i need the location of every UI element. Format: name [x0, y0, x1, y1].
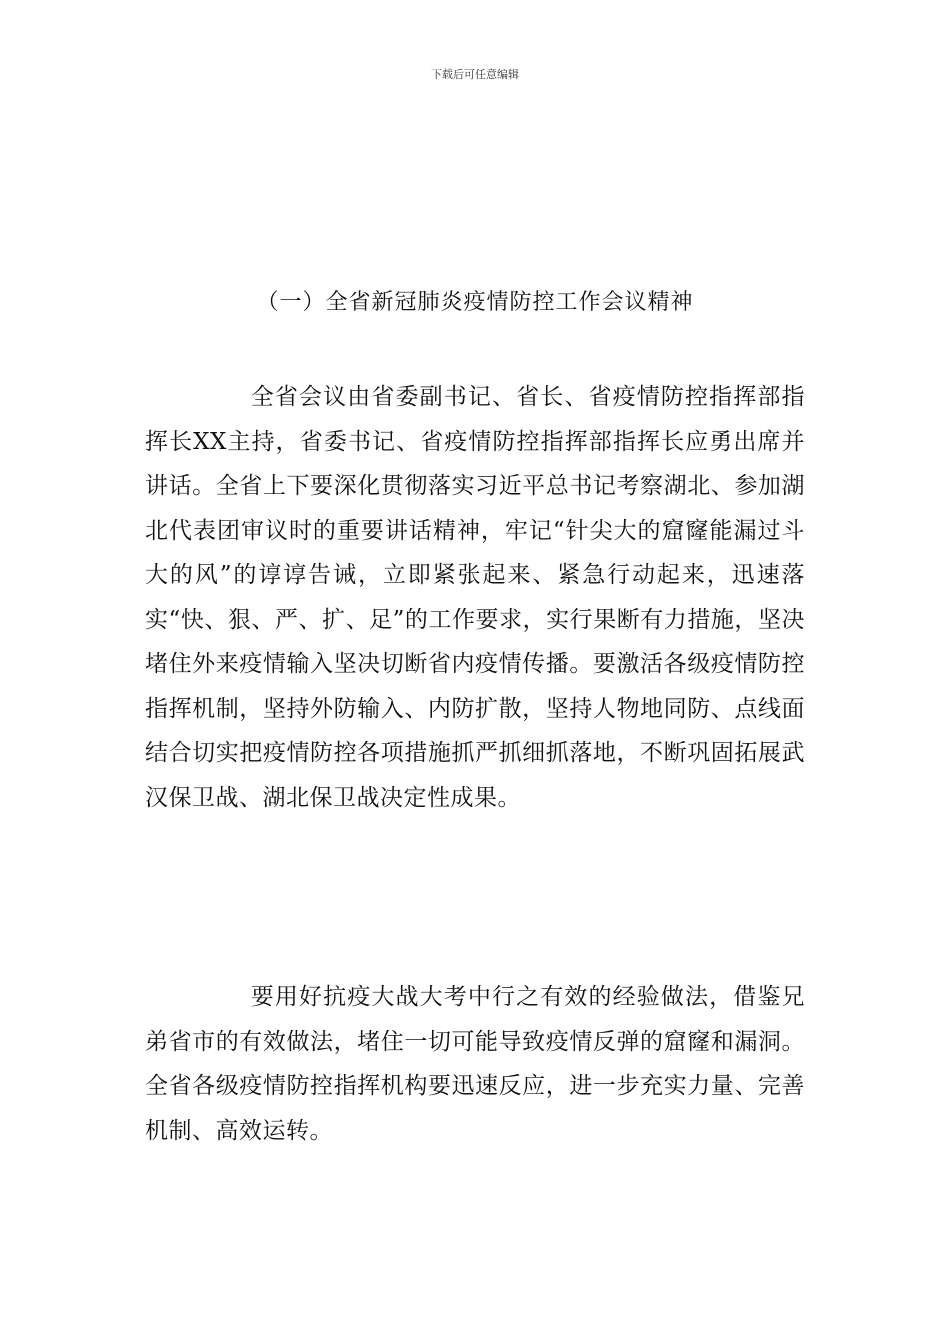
- body-paragraph-2: 要用好抗疫大战大考中行之有效的经验做法，借鉴兄弟省市的有效做法，堵住一切可能导致疫情反弹的窟窿和漏洞。全省各级疫情防控指挥机构要迅速反应，进一步充实力量、完善机制、高效运转。: [145, 984, 805, 1144]
- body-paragraph-1: 全省会议由省委副书记、省长、省疫情防控指挥部指挥长XX主持，省委书记、省疫情防控指挥部指挥长应勇出席并讲话。全省上下要深化贯彻落实习近平总书记考察湖北、参加湖北代表团审议时的重要讲话精神，牢记“针尖大的窟窿能漏过斗大的风”的谆谆告诫，立即紧张起来、紧急行动起来，迅速落实“快、狠、严、扩、足”的工作要求，实行果断有力措施，坚决堵住外来疫情输入坚决切断省内疫情传播。要激活各级疫情防控指挥机制，坚持外防输入、内防扩散，坚持人物地同防、点线面结合切实把疫情防控各项措施抓严抓细抓落地，不断巩固拓展武汉保卫战、湖北保卫战决定性成果。: [145, 384, 805, 811]
- header-note: 下载后可任意编辑: [431, 68, 519, 81]
- section-title: （一）全省新冠肺炎疫情防控工作会议精神: [256, 290, 694, 315]
